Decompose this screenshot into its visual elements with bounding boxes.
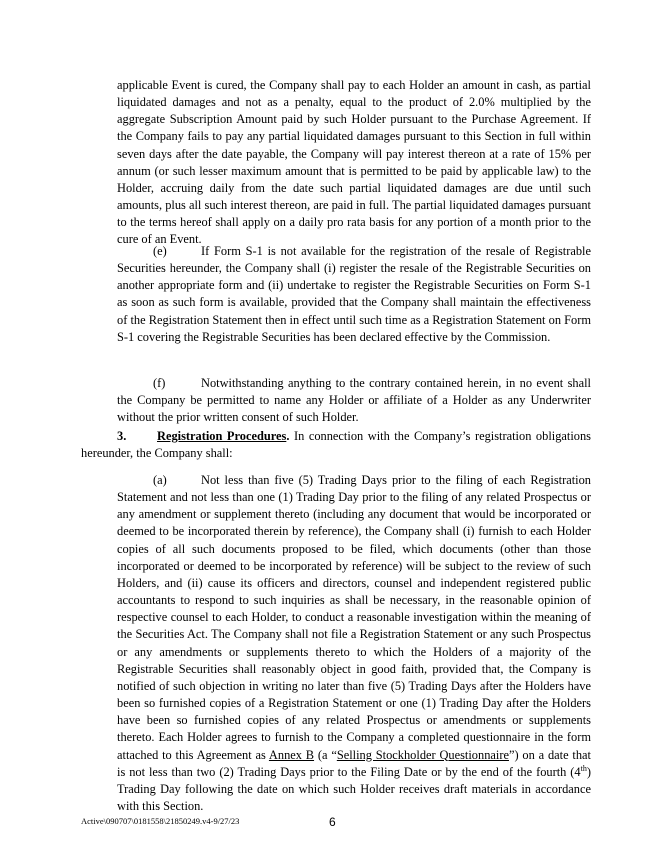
paragraph-a-text-3: ”) on a date that is not less than two (2) Trading Days prior to the Filing Date or by the end of the fourth (4	[117, 747, 591, 779]
ordinal-superscript: th	[580, 763, 587, 773]
footer-document-id: Active\090707\0181558\21850249.v4-9/27/23	[81, 816, 240, 826]
paragraph-f	[117, 375, 591, 426]
paragraph-f-label: (f)	[153, 376, 166, 390]
paragraph-e-label: (e)	[153, 244, 167, 258]
paragraph-continuation: applicable Event is cured, the Company shall pay to each Holder an amount in cash, as partial liquidated damages and not as a penalty, equal to the product of 2.0% multiplied by the aggregate Subscription Amount paid by such Holder pursuant to the Purchase Agreement. If the Company fails to pay any partial liquidated damages pursuant to this Section in full within seven days after the date payable, the Company will pay interest thereon at a rate of 15% per annum (or such lesser maximum amount that is permitted to be paid by applicable law) to the Holder, accruing daily from the date such partial liquidated damages are due until such amounts, plus all such interest thereon, are paid in full. The partial liquidated damages pursuant to the terms hereof shall apply on a daily pro rata basis for any portion of a month prior to the cure of an Event.	[117, 78, 591, 247]
annex-b-reference: Annex B	[268, 747, 315, 762]
section-3-heading	[81, 428, 591, 462]
section-3-period: .	[286, 429, 290, 443]
paragraph-a	[117, 472, 591, 815]
page-number: 6	[329, 815, 336, 829]
paragraph-a-text-4: ) Trading Day following the date on which such Holder receives draft materials in accordance with this Section.	[117, 764, 591, 813]
paragraph-a-text-2: (a “	[314, 747, 337, 762]
paragraph-a-text-1: Not less than five (5) Trading Days prior to the filing of each Registration Statement and not less than one (1) Trading Day prior to the filing of any related Prospectus or any amendment or supplement thereto (including any document that would be incorporated or deemed to be incorporated therein by reference), the Company shall (i) furnish to each Holder copies of all such documents proposed to be filed, which documents (other than those incorporated or deemed to be incorporated by reference) will be subject to the review of such Holders, and (ii) cause its officers and directors, counsel and independent registered public accountants to respond to such inquiries as shall be necessary, in the reasonable opinion of respective counsel to each Holder, to conduct a reasonable investigation within the meaning of the Securities Act. The Company shall not file a Registration Statement or any such Prospectus or any amendments or supplements thereto to which the Holders of a majority of the Registrable Securities shall reasonably object in good faith, provided that, the Company is notified of such objection in writing no later than five (5) Trading Days after the Holders have been so furnished copies of a Registration Statement or one (1) Trading Day after the Holders have been so furnished copies of any related Prospectus or amendments or supplements thereto. Each Holder agrees to furnish to the Company a completed questionnaire in the form attached to this Agreement as	[117, 473, 591, 762]
selling-stockholder-questionnaire-term: Selling Stockholder Questionnaire	[336, 747, 509, 762]
paragraph-e-text: If Form S-1 is not available for the registration of the resale of Registrable Securities hereunder, the Company shall (i) register the resale of the Registrable Securities on another appropriate form and (ii) undertake to register the Registrable Securities on Form S-1 as soon as such form is available, provided that the Company shall maintain the effectiveness of the Registration Statement then in effect until such time as a Registration Statement on Form S-1 covering the Registrable Securities has been declared effective by the Commission.	[117, 244, 591, 344]
section-3-intro: In connection with the Company’s registration obligations hereunder, the Company shall:	[81, 429, 591, 461]
paragraph-a-label: (a)	[153, 473, 167, 487]
section-3-number: 3.	[117, 429, 127, 443]
paragraph-f-text: Notwithstanding anything to the contrary contained herein, in no event shall the Company be permitted to name any Holder or affiliate of a Holder as any Underwriter without the prior written consent of such Holder.	[117, 376, 591, 425]
paragraph-e	[117, 243, 591, 346]
section-3-title: Registration Procedures	[157, 429, 287, 443]
